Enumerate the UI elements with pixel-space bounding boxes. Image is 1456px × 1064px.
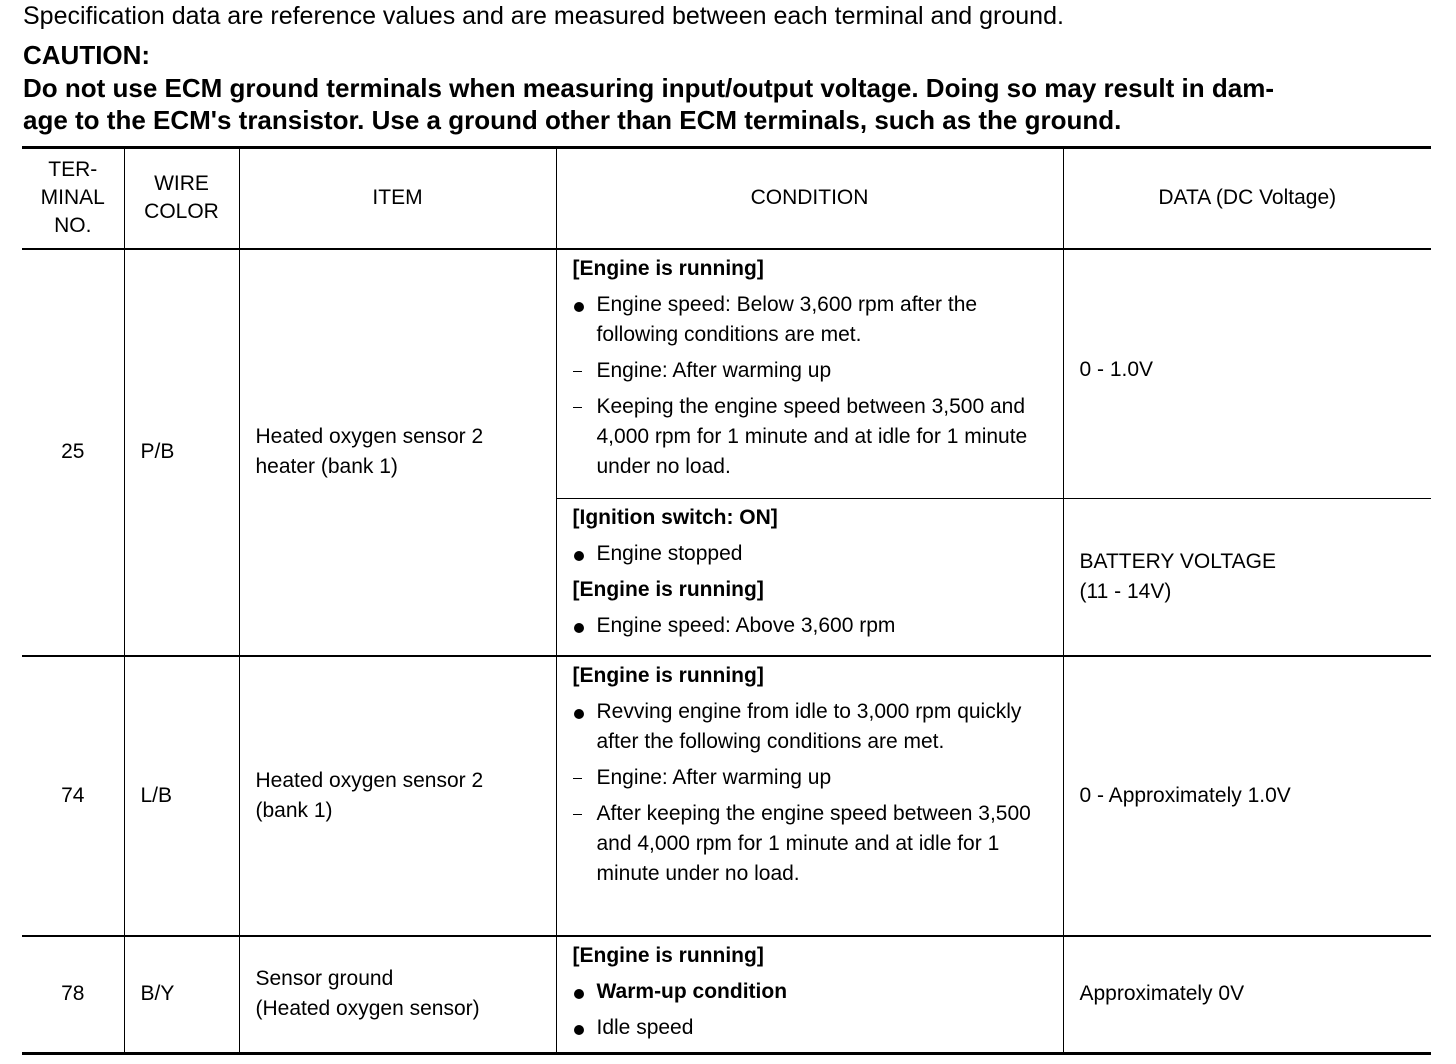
header-data: DATA (DC Voltage) (1063, 148, 1431, 249)
condition-dash: Engine: After warming up (573, 356, 1051, 386)
data-value: BATTERY VOLTAGE (11 - 14V) (1063, 499, 1431, 656)
condition-heading: [Engine is running] (572, 663, 764, 687)
caution-text (23, 72, 1433, 136)
condition-heading: [Engine is running] (572, 256, 764, 280)
intro-text: Specification data are reference values and are measured between each terminal and ground. (23, 2, 1064, 30)
wire-color: L/B (124, 656, 239, 936)
condition-cell (556, 656, 1063, 936)
wire-color: B/Y (124, 936, 239, 1054)
condition-bullet: Revving engine from idle to 3,000 rpm quickly after the following conditions are met. (573, 697, 1051, 757)
condition-heading: [Ignition switch: ON] (572, 506, 778, 529)
condition-bullet: Warm-up condition (573, 977, 1051, 1007)
condition-cell (556, 499, 1063, 656)
data-value: Approximately 0V (1063, 936, 1431, 1054)
condition-dash: Engine: After warming up (573, 763, 1051, 793)
terminal-number: 74 (22, 656, 124, 936)
table-row (22, 656, 1431, 936)
item-description: Heated oxygen sensor 2 (bank 1) (239, 656, 556, 936)
condition-bullet: Engine speed: Above 3,600 rpm (573, 611, 1051, 641)
data-value: 0 - Approximately 1.0V (1063, 656, 1431, 936)
header-condition: CONDITION (556, 148, 1063, 249)
caution-heading: CAUTION: (23, 40, 151, 70)
item-description: Heated oxygen sensor 2 heater (bank 1) (239, 249, 556, 656)
item-description: Sensor ground (Heated oxygen sensor) (239, 936, 556, 1054)
condition-dash: Keeping the engine speed between 3,500 and 4,000 rpm for 1 minute and at idle for 1 minute under no load. (573, 392, 1051, 482)
condition-heading: [Engine is running] (572, 943, 764, 967)
table-header-row (22, 148, 1431, 249)
terminal-spec-table (22, 146, 1431, 1055)
condition-bullet: Idle speed (573, 1013, 1051, 1043)
caution-line-2: age to the ECM's transistor. Use a ground other than ECM terminals, such as the ground. (23, 105, 1122, 135)
condition-cell (556, 249, 1063, 499)
condition-bullet: Engine speed: Below 3,600 rpm after the following conditions are met. (573, 290, 1051, 350)
data-value: 0 - 1.0V (1063, 249, 1431, 499)
condition-cell (556, 936, 1063, 1054)
table-row (22, 936, 1431, 1054)
table-row (22, 249, 1431, 499)
caution-line-1: Do not use ECM ground terminals when measuring input/output voltage. Doing so may result in dam- (23, 73, 1274, 103)
header-item: ITEM (239, 148, 556, 249)
condition-dash: After keeping the engine speed between 3,500 and 4,000 rpm for 1 minute and at idle for 1 minute under no load. (573, 799, 1051, 889)
condition-heading: [Engine is running] (572, 578, 764, 601)
wire-color: P/B (124, 249, 239, 656)
header-wire-color: WIRE COLOR (124, 148, 239, 249)
header-terminal-no: TER- MINAL NO. (22, 148, 124, 249)
terminal-number: 78 (22, 936, 124, 1054)
condition-bullet: Engine stopped (573, 539, 1051, 569)
terminal-number: 25 (22, 249, 124, 656)
